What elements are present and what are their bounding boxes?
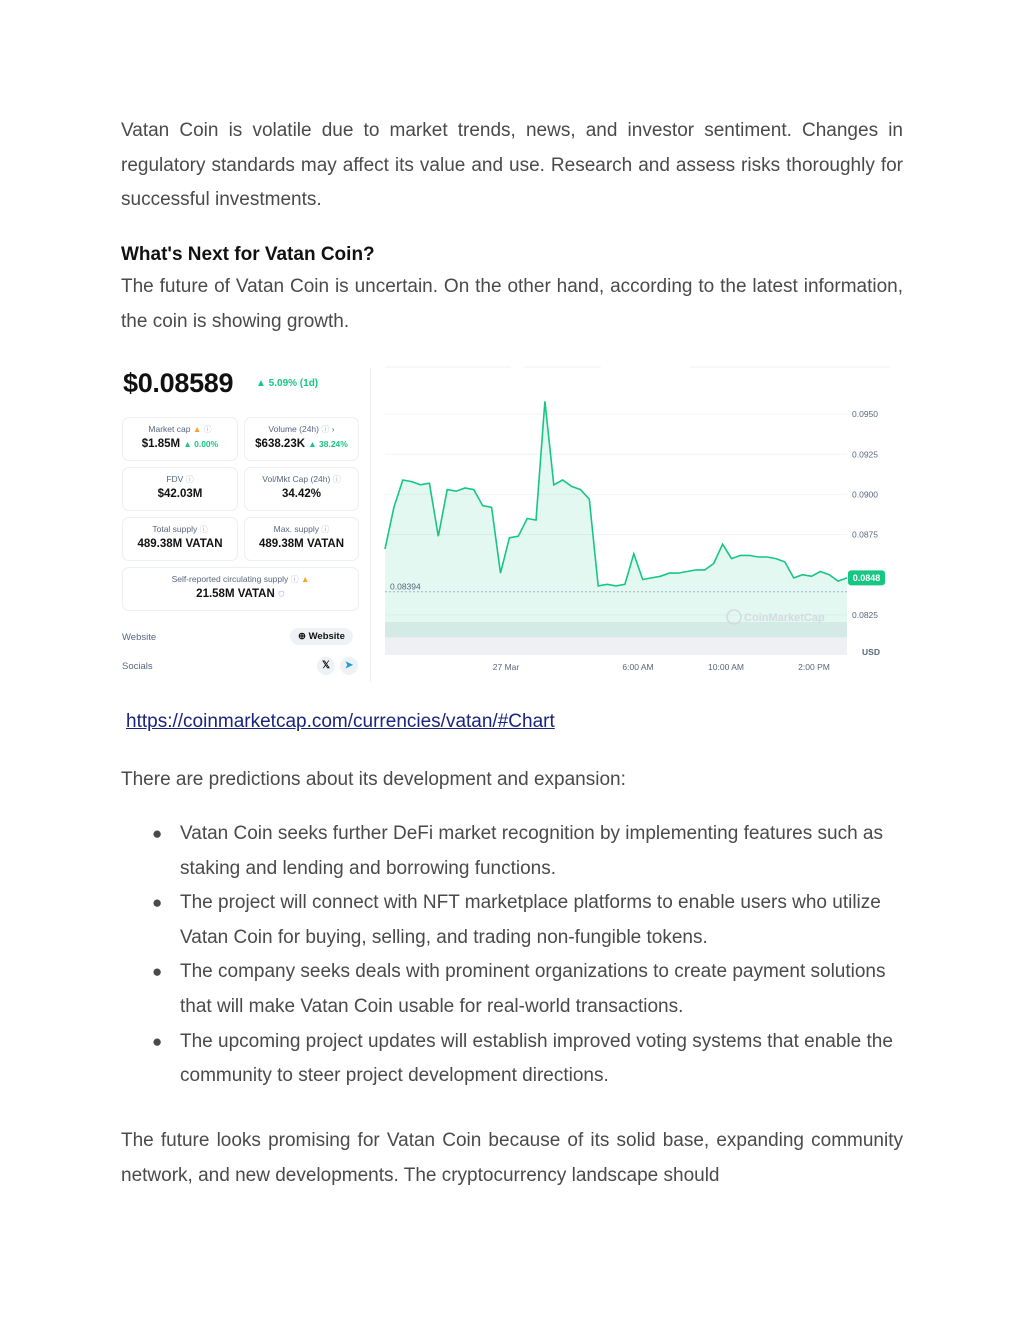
x-tick-label: 6:00 AM — [622, 662, 654, 672]
list-item-text: The project will connect with NFT marketplace platforms to enable users who utilize Vatan Coin for buying, selling, and trading non-fungible tokens. — [180, 892, 881, 948]
website-button[interactable] — [290, 628, 353, 645]
y-tick-label: 0.0825 — [852, 609, 878, 620]
fdv-card — [122, 467, 238, 511]
coin-stats-screenshot — [114, 360, 894, 682]
coinmarketcap-link[interactable]: https://coinmarketcap.com/currencies/vatan/#Chart — [126, 711, 555, 732]
info-icon: ⓘ — [332, 475, 341, 484]
market-cap-value: $1.85M — [141, 438, 181, 450]
warning-icon: ▲ — [192, 424, 202, 434]
total-supply-label: Total supply — [152, 524, 198, 534]
list-item-text: Vatan Coin seeks further DeFi market recognition by implementing features such as staking and lending and borrowing functions. — [180, 823, 883, 879]
info-icon: ⓘ — [321, 525, 330, 534]
globe-icon: ⊕ — [298, 631, 306, 642]
market-cap-change: ▲ 0.00% — [183, 439, 219, 449]
watermark-text: CoinMarketCap — [744, 612, 825, 624]
website-label: Website — [122, 632, 157, 643]
paragraph-predictions-intro: There are predictions about its development and expansion: — [121, 769, 626, 790]
current-price-label: 0.0848 — [852, 572, 881, 583]
price-chart — [376, 360, 894, 682]
list-item-text: The company seeks deals with prominent organizations to create payment solutions that will make Vatan Coin usable for real-world transactions. — [180, 961, 886, 1017]
bullet-icon: ● — [152, 962, 163, 982]
bullet-icon: ● — [152, 824, 163, 843]
volume-value: $638.23K — [255, 438, 306, 450]
website-button-label: Website — [308, 631, 345, 642]
x-tick-label: 2:00 PM — [798, 662, 830, 672]
y-tick-label: 0.0875 — [852, 529, 878, 540]
x-icon[interactable]: 𝕏 — [317, 657, 335, 675]
info-icon: ⓘ — [185, 475, 194, 484]
paragraph-conclusion: The future looks promising for Vatan Coin because of its solid base, expanding community network, and new developments. The cryptocurrency landscape should — [121, 1130, 903, 1186]
y-tick-label: 0.0925 — [852, 449, 878, 460]
market-cap-label: Market cap — [148, 424, 191, 434]
list-item — [121, 1025, 911, 1094]
info-icon: ⓘ — [321, 425, 330, 434]
fdv-value: $42.03M — [157, 488, 203, 500]
section-heading: What's Next for Vatan Coin? — [121, 244, 375, 265]
total-supply-value: 489.38M VATAN — [137, 538, 223, 550]
volume-label: Volume (24h) — [268, 424, 319, 434]
unit-label: USD — [862, 647, 880, 657]
paragraph-future: The future of Vatan Coin is uncertain. On the other hand, according to the latest information, the coin is showing growth. — [121, 276, 903, 332]
list-item — [121, 817, 911, 886]
paragraph-volatility: Vatan Coin is volatile due to market trends, news, and investor sentiment. Changes in regulatory standards may affect its value and use. Research and assess risks thoroughly for successful investments. — [121, 120, 903, 210]
y-tick-label: 0.0900 — [852, 489, 878, 500]
bullet-icon: ● — [152, 893, 163, 913]
chevron-right-icon: › — [331, 424, 335, 434]
price-change-badge: ▲ 5.09% (1d) — [256, 378, 319, 389]
open-price-label: 0.08394 — [390, 581, 421, 592]
info-icon: ⓘ — [290, 575, 299, 584]
bullet-icon: ● — [152, 1031, 163, 1051]
socials-label: Socials — [122, 661, 153, 672]
coin-price: $0.08589 — [123, 368, 234, 398]
list-item-text: The upcoming project updates will establish improved voting systems that enable the community to steer project development directions. — [180, 1030, 893, 1087]
predictions-list — [121, 817, 911, 1094]
warning-icon: ▲ — [301, 574, 310, 584]
list-item — [121, 955, 911, 1024]
market-cap-card — [122, 417, 238, 461]
price-area — [385, 401, 847, 637]
vol-mkt-card — [244, 467, 359, 511]
max-supply-value: 489.38M VATAN — [259, 538, 344, 550]
fdv-label: FDV — [166, 474, 184, 484]
volume-card[interactable] — [244, 417, 359, 461]
vol-mkt-value: 34.42% — [281, 488, 321, 500]
circulating-supply-card — [122, 567, 359, 611]
max-supply-label: Max. supply — [273, 524, 319, 534]
volume-change: ▲ 38.24% — [308, 439, 348, 449]
vol-mkt-label: Vol/Mkt Cap (24h) — [262, 474, 331, 484]
circulating-supply-value: 21.58M VATAN — [196, 588, 275, 600]
y-tick-label: 0.0950 — [852, 409, 878, 420]
info-icon: ⓘ — [203, 425, 212, 434]
telegram-icon[interactable]: ➤ — [340, 657, 358, 675]
panel-divider — [370, 368, 371, 682]
max-supply-card — [244, 517, 359, 561]
list-item — [121, 886, 911, 955]
x-tick-label: 10:00 AM — [708, 662, 744, 672]
info-icon: ⓘ — [199, 525, 208, 534]
x-tick-label: 27 Mar — [492, 662, 520, 672]
total-supply-card — [122, 517, 238, 561]
loading-spinner-icon: ◌ — [277, 588, 285, 600]
circulating-supply-label: Self-reported circulating supply — [171, 574, 289, 584]
